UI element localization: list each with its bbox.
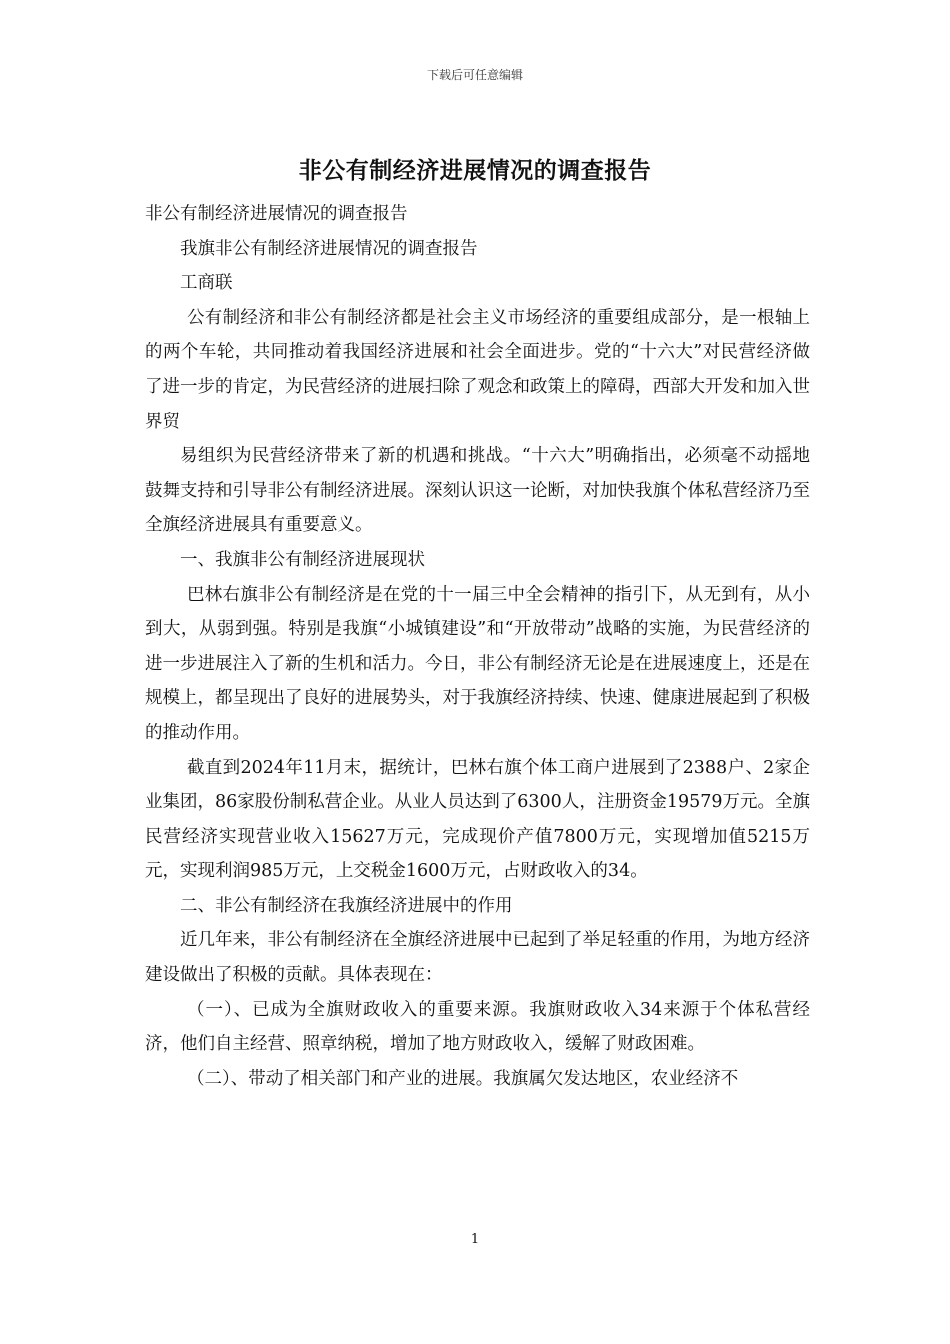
paragraph: （二）、带动了相关部门和产业的进展。我旗属欠发达地区，农业经济不 [187, 1068, 739, 1089]
paragraph: 非公有制经济进展情况的调查报告 [145, 204, 408, 224]
paragraph: 我旗非公有制经济进展情况的调查报告 [180, 238, 478, 259]
page-number: 1 [470, 1232, 480, 1247]
paragraph: 巴林右旗非公有制经济是在党的十一届三中全会精神的指引下，从无到有，从小到大，从弱到强。特别是我旗“小城镇建设”和“开放带动”战略的实施，为民营经济的进一步进展注入了新的生机和活力。今日，非公有制经济无论是在进展速度上，还是在规模上，都呈现出了良好的进展势头，对于我旗经济持续、快速、健康进展起到了积极的推动作用。 [145, 584, 810, 743]
section-heading: 二、非公有制经济在我旗经济进展中的作用 [180, 895, 513, 916]
paragraph: 近几年来，非公有制经济在全旗经济进展中已起到了举足轻重的作用，为地方经济建设做出了积极的贡献。具体表现在： [145, 930, 810, 986]
paragraph: 截直到2024年11月末，据统计，巴林右旗个体工商户进展到了2388户、2家企业集团，86家股份制私营企业。从业人员达到了6300人，注册资金19579万元。全旗民营经济实现营业收入15627万元，完成现价产值7800万元，实现增加值5215万元，实现利润985万元，上交税金1600万元，占财政收入的34。 [145, 757, 810, 882]
paragraph: （一）、已成为全旗财政收入的重要来源。我旗财政收入34来源于个体私营经济，他们自主经营、照章纳税，增加了地方财政收入，缓解了财政困难。 [145, 999, 810, 1055]
section-heading: 一、我旗非公有制经济进展现状 [180, 549, 425, 570]
paragraph: 工商联 [180, 273, 233, 294]
document-body [145, 197, 810, 1096]
document-title: 非公有制经济进展情况的调查报告 [298, 157, 652, 184]
header-note: 下载后可任意编辑 [426, 68, 523, 82]
paragraph: 公有制经济和非公有制经济都是社会主义市场经济的重要组成部分，是一根轴上的两个车轮，共同推动着我国经济进展和社会全面进步。党的“十六大”对民营经济做了进一步的肯定，为民营经济的进展扫除了观念和政策上的障碍，西部大开发和加入世界贸 [145, 307, 810, 432]
paragraph: 易组织为民营经济带来了新的机遇和挑战。“十六大”明确指出，必须毫不动摇地鼓舞支持和引导非公有制经济进展。深刻认识这一论断，对加快我旗个体私营经济乃至全旗经济进展具有重要意义。 [145, 446, 810, 536]
